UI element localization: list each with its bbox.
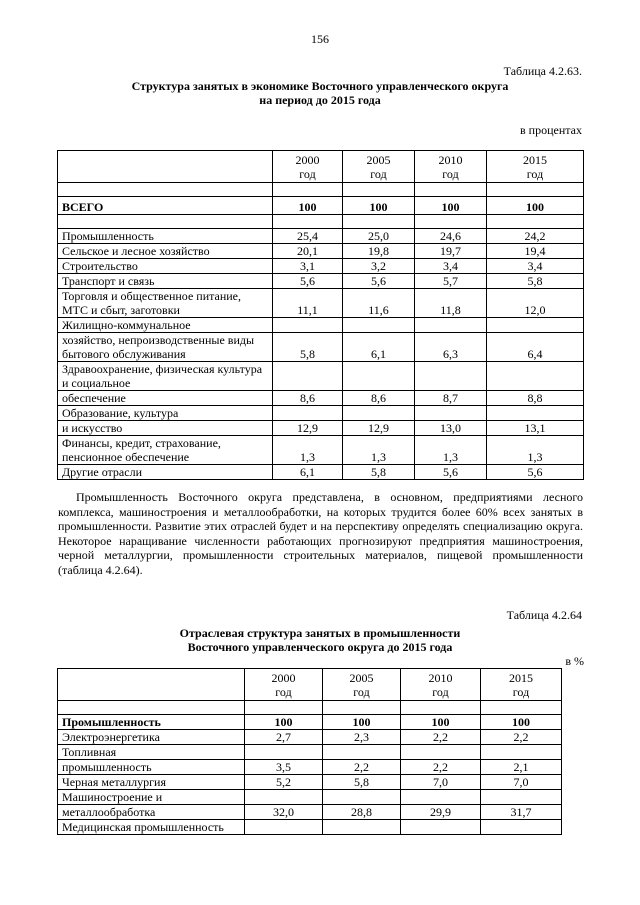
row-value: 2,3 (323, 730, 401, 745)
empty-cell (273, 183, 343, 197)
row-value (481, 745, 562, 760)
row-value: 1,3 (343, 436, 415, 465)
row-value (481, 790, 562, 805)
header-year: 2010 (428, 671, 453, 685)
table-row (58, 391, 584, 406)
header-year: 2000 (271, 671, 296, 685)
row-value (487, 406, 584, 421)
page-number: 156 (311, 32, 329, 46)
header-row (58, 669, 562, 701)
row-value: 19,4 (487, 244, 584, 259)
row-value: 29,9 (401, 805, 481, 820)
row-label: Торговля и общественное питание, МТС и сбыт, заготовки (58, 289, 273, 318)
row-value (401, 790, 481, 805)
row-label: обеспечение (58, 391, 273, 406)
row-value: 13,1 (487, 421, 584, 436)
table2-title (0, 626, 640, 654)
row-value (401, 820, 481, 835)
table2-title-line2: Восточного управленческого округа до 2015 года (187, 640, 453, 654)
total-label: Промышленность (58, 715, 245, 730)
row-value (323, 790, 401, 805)
header-year-word: год (442, 167, 459, 181)
table-row (58, 274, 584, 289)
row-value: 2,2 (401, 730, 481, 745)
header-year: 2000 (295, 153, 320, 167)
total-value: 100 (245, 715, 323, 730)
empty-cell (343, 215, 415, 229)
row-value (323, 820, 401, 835)
header-year-word: год (526, 167, 544, 181)
table1-title-line2: на период до 2015 года (259, 93, 381, 107)
table-row (58, 333, 584, 362)
header-year-word: год (432, 685, 449, 699)
table2-unit: в % (565, 654, 584, 668)
row-value: 19,8 (343, 244, 415, 259)
table-row (58, 244, 584, 259)
row-value: 8,6 (343, 391, 415, 406)
row-label: Образование, культура (58, 406, 273, 421)
row-value: 5,6 (487, 465, 584, 480)
row-value (273, 362, 343, 391)
row-value: 3,4 (487, 259, 584, 274)
row-label: Финансы, кредит, страхование, пенсионное обеспечение (58, 436, 273, 465)
empty-cell (58, 701, 245, 715)
row-value: 12,9 (343, 421, 415, 436)
total-row (58, 197, 584, 215)
row-value: 1,3 (273, 436, 343, 465)
row-value: 5,8 (487, 274, 584, 289)
header-year-word: год (275, 685, 292, 699)
row-value: 2,1 (481, 760, 562, 775)
empty-cell (273, 215, 343, 229)
total-value: 100 (415, 197, 487, 215)
row-value (487, 318, 584, 333)
empty-cell (487, 215, 584, 229)
row-value (415, 362, 487, 391)
header-year-word: год (512, 685, 530, 699)
row-value: 1,3 (415, 436, 487, 465)
header-year: 2005 (349, 671, 374, 685)
row-value: 13,0 (415, 421, 487, 436)
empty-cell (323, 701, 401, 715)
row-value: 31,7 (481, 805, 562, 820)
header-year-word: год (299, 167, 316, 181)
row-value: 32,0 (245, 805, 323, 820)
row-value: 25,0 (343, 229, 415, 244)
empty-cell (58, 215, 273, 229)
row-value: 1,3 (487, 436, 584, 465)
header-label-cell (58, 151, 273, 183)
row-value: 25,4 (273, 229, 343, 244)
header-year-cell (487, 151, 584, 183)
header-year-cell (481, 669, 562, 701)
table-row (58, 790, 562, 805)
total-value: 100 (343, 197, 415, 215)
total-value: 100 (487, 197, 584, 215)
row-label: Машиностроение и (58, 790, 245, 805)
spacer-row (58, 701, 562, 715)
total-value: 100 (481, 715, 562, 730)
spacer-row (58, 215, 584, 229)
total-value: 100 (401, 715, 481, 730)
row-value (273, 318, 343, 333)
header-year: 2015 (509, 671, 533, 685)
row-value: 2,2 (481, 730, 562, 745)
row-label: Медицинская промышленность (58, 820, 245, 835)
row-value: 5,6 (415, 465, 487, 480)
empty-cell (245, 701, 323, 715)
table-row (58, 745, 562, 760)
row-value: 6,1 (343, 333, 415, 362)
row-value: 5,8 (273, 333, 343, 362)
table-row (58, 775, 562, 790)
table1-title (0, 79, 640, 107)
row-value: 6,4 (487, 333, 584, 362)
row-value: 8,6 (273, 391, 343, 406)
total-value: 100 (273, 197, 343, 215)
table-row (58, 820, 562, 835)
header-year-cell (343, 151, 415, 183)
header-label-cell (58, 669, 245, 701)
header-year: 2010 (438, 153, 463, 167)
table1 (57, 150, 584, 480)
table-row (58, 362, 584, 391)
row-value: 6,3 (415, 333, 487, 362)
row-value: 19,7 (415, 244, 487, 259)
row-value (343, 318, 415, 333)
table2-title-line1: Отраслевая структура занятых в промышленности (179, 626, 461, 640)
row-value: 28,8 (323, 805, 401, 820)
row-value (401, 745, 481, 760)
row-value: 3,1 (273, 259, 343, 274)
row-value: 24,6 (415, 229, 487, 244)
row-value (415, 406, 487, 421)
table-row (58, 465, 584, 480)
row-label: Жилищно-коммунальное (58, 318, 273, 333)
header-row (58, 151, 584, 183)
empty-cell (58, 183, 273, 197)
header-year-cell (273, 151, 343, 183)
table-row (58, 760, 562, 775)
empty-cell (415, 215, 487, 229)
table-row (58, 318, 584, 333)
total-value: 100 (323, 715, 401, 730)
row-value: 12,9 (273, 421, 343, 436)
spacer-row (58, 183, 584, 197)
row-value: 5,6 (273, 274, 343, 289)
row-value (487, 362, 584, 391)
row-value: 3,2 (343, 259, 415, 274)
row-label: Строительство (58, 259, 273, 274)
row-value: 7,0 (481, 775, 562, 790)
row-value: 3,4 (415, 259, 487, 274)
total-row (58, 715, 562, 730)
body-paragraph: Промышленность Восточного округа представлена, в основном, предприятиями лесного комплекса, машиностроения и металлообработки, на которых трудится более 60% всех занятых в промышленности. Развитие этих отраслей будет и на перспективу определять специализацию округа. Некоторое наращивание численности работающих прогнозируют предприятия машиностроения, черной металлургии, промышленности строительных материалов, пищевой промышленности (таблица 4.2.64). (58, 490, 583, 577)
row-value (343, 362, 415, 391)
row-label: Топливная (58, 745, 245, 760)
row-value: 8,7 (415, 391, 487, 406)
row-value (415, 318, 487, 333)
row-label: Электроэнергетика (58, 730, 245, 745)
row-label: Другие отрасли (58, 465, 273, 480)
row-value: 5,8 (343, 465, 415, 480)
table-row (58, 289, 584, 318)
empty-cell (401, 701, 481, 715)
row-value (245, 820, 323, 835)
row-label: Сельское и лесное хозяйство (58, 244, 273, 259)
row-label: Промышленность (58, 229, 273, 244)
row-value: 7,0 (401, 775, 481, 790)
row-value (245, 745, 323, 760)
row-value: 2,7 (245, 730, 323, 745)
row-value: 12,0 (487, 289, 584, 318)
table-row (58, 229, 584, 244)
row-value: 2,2 (323, 760, 401, 775)
row-value: 20,1 (273, 244, 343, 259)
header-year-cell (323, 669, 401, 701)
row-label: металлообработка (58, 805, 245, 820)
row-value: 5,7 (415, 274, 487, 289)
row-label: промышленность (58, 760, 245, 775)
empty-cell (343, 183, 415, 197)
empty-cell (415, 183, 487, 197)
row-value: 5,6 (343, 274, 415, 289)
table1-title-line1: Структура занятых в экономике Восточного управленческого округа (131, 79, 509, 93)
header-year: 2015 (523, 153, 547, 167)
row-value: 11,8 (415, 289, 487, 318)
row-label: и искусство (58, 421, 273, 436)
row-value (481, 820, 562, 835)
table2 (57, 668, 562, 835)
header-year-word: год (353, 685, 370, 699)
table-row (58, 421, 584, 436)
empty-cell (481, 701, 562, 715)
table1-unit: в процентах (520, 123, 582, 137)
row-value (323, 745, 401, 760)
row-value: 11,1 (273, 289, 343, 318)
header-year: 2005 (366, 153, 391, 167)
table-row (58, 436, 584, 465)
row-value: 2,2 (401, 760, 481, 775)
row-label: Транспорт и связь (58, 274, 273, 289)
row-value: 6,1 (273, 465, 343, 480)
row-value: 8,8 (487, 391, 584, 406)
row-value (245, 790, 323, 805)
table1-label: Таблица 4.2.63. (503, 64, 582, 78)
table-row (58, 805, 562, 820)
total-label: ВСЕГО (58, 197, 273, 215)
header-year-cell (401, 669, 481, 701)
row-value (343, 406, 415, 421)
table-row (58, 259, 584, 274)
row-value: 3,5 (245, 760, 323, 775)
row-label: хозяйство, непроизводственные виды бытового обслуживания (58, 333, 273, 362)
header-year-cell (415, 151, 487, 183)
row-value: 11,6 (343, 289, 415, 318)
table-row (58, 730, 562, 745)
row-value (273, 406, 343, 421)
row-label: Здравоохранение, физическая культура и социальное (58, 362, 273, 391)
header-year-word: год (370, 167, 387, 181)
row-label: Черная металлургия (58, 775, 245, 790)
empty-cell (487, 183, 584, 197)
row-value: 24,2 (487, 229, 584, 244)
table-row (58, 406, 584, 421)
table2-label: Таблица 4.2.64 (506, 608, 582, 622)
row-value: 5,2 (245, 775, 323, 790)
row-value: 5,8 (323, 775, 401, 790)
header-year-cell (245, 669, 323, 701)
